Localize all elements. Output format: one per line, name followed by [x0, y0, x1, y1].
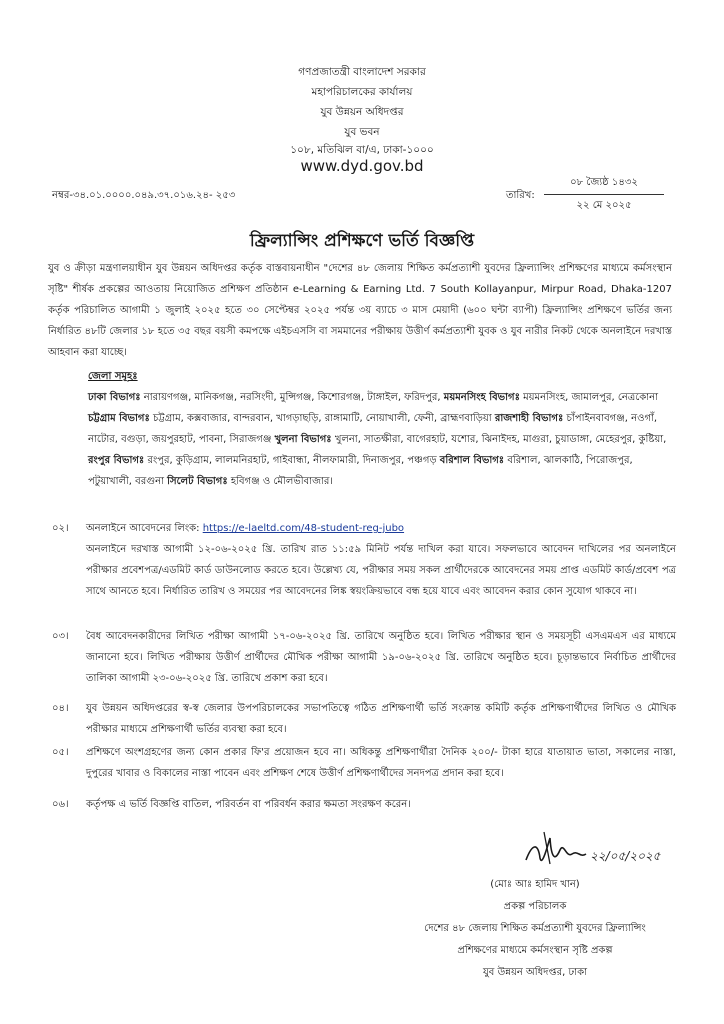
date-label: তারিখ:	[506, 190, 535, 201]
item-number: ০৩।	[52, 631, 69, 642]
link-label: অনলাইনে আবেদনের লিংক:	[86, 523, 200, 534]
date-box	[544, 172, 664, 217]
item-text: কর্তৃপক্ষ এ ভর্তি বিজ্ঞপ্তি বাতিল, পরিবর্তন বা পরিবর্ধন করার ক্ষমতা সংরক্ষণ করেন।	[86, 799, 411, 810]
division-name: বরিশাল বিভাগঃ	[439, 455, 505, 466]
notice-title: ফ্রিল্যান্সিং প্রশিক্ষণে ভর্তি বিজ্ঞপ্তি	[249, 231, 475, 251]
header-website: www.dyd.gov.bd	[300, 157, 424, 175]
signature	[520, 824, 680, 874]
division-name: চট্টগ্রাম বিভাগঃ	[88, 413, 150, 424]
division-name: সিলেট বিভাগঃ	[167, 476, 228, 487]
division-districts: খুলনা, সাতক্ষীরা, বাগেরহাট, যশোর, ঝিনাইদহ, মাগুরা, চুয়াডাঙ্গা, মেহেরপুর, কুষ্টিয়া,	[334, 434, 667, 445]
list-item	[52, 626, 676, 689]
division-districts: চট্টগ্রাম, কক্সবাজার, বান্দরবান, খাগড়াছড়ি, রাঙ্গামাটি, নোয়াখালী, ফেনী, ব্রাহ্মণবাড়িয়া	[152, 413, 492, 424]
header-line-address: ১০৮, মতিঝিল বা/এ, ঢাকা-১০০০	[290, 144, 434, 156]
header-line-government: গণপ্রজাতন্ত্রী বাংলাদেশ সরকার	[298, 66, 426, 78]
intro-paragraph: যুব ও ক্রীড়া মন্ত্রণালয়াধীন যুব উন্নয়ন অধিদপ্তর কর্তৃক বাস্তবায়নাধীন "দেশের ৪৮ জেলায় শিক্ষিত কর্মপ্রত্যাশী যুবদের ফ্রিল্যান্সিং প্রশিক্ষণের মাধ্যমে কর্মসংস্থান সৃষ্টি" শীর্ষক প্রকল্পের আওতায় নিয়োজিত প্রশিক্ষণ প্রতিষ্ঠান e-Learning & Earning Ltd. 7 South Kollayanpur, Mirpur Road, Dhaka-1207 কর্তৃক পরিচালিত আগামী ১ জুলাই ২০২৫ হতে ৩০ সেপ্টেম্বর ২০২৫ পর্যন্ত ৩য় ব্যাচে ৩ মাস মেয়াদী (৬০০ ঘন্টা ব্যাপী) ফ্রিল্যান্সিং প্রশিক্ষণে ভর্তির জন্য নির্ধারিত ৪৮টি জেলার ১৮ হতে ৩৫ বছর বয়সী কমপক্ষে এইচএসসি বা সমমানের পরীক্ষায় উত্তীর্ণ কর্মপ্রত্যাশী যুবক ও যুব নারীর নিকট থেকে অনলাইনে দরখাস্ত আহবান করা যাচ্ছে।	[48, 263, 672, 358]
list-item	[52, 794, 676, 815]
item-text: বৈধ আবেদনকারীদের লিখিত পরীক্ষা আগামী ১৭-০৬-২০২৫ খ্রি. তারিখে অনুষ্ঠিত হবে। লিখিত পরীক্ষার স্থান ও সময়সূচী এসএমএস এর মাধ্যমে জানানো হবে। লিখিত পরীক্ষায় উত্তীর্ণ প্রার্থীদের মৌখিক পরীক্ষা আগামী ১৯-০৬-২০২৫ খ্রি. তারিখে অনুষ্ঠিত হবে। চূড়ান্তভাবে নির্বাচিত প্রার্থীদের তালিকা আগামী ২৩-০৬-২০২৫ খ্রি. তারিখে প্রকাশ করা হবে।	[86, 631, 676, 684]
list-item	[52, 698, 676, 740]
signatory-name: (মোঃ আঃ হামিদ খান)	[490, 879, 580, 890]
district-body	[88, 387, 674, 492]
division-name: রাজশাহী বিভাগঃ	[494, 413, 564, 424]
division-districts: নারায়ণগঞ্জ, মানিকগঞ্জ, নরসিংদী, মুন্সিগঞ্জ, কিশোরগঞ্জ, টাঙ্গাইল, ফরিদপুর,	[143, 392, 441, 403]
division-districts: হবিগঞ্জ ও মৌলভীবাজার।	[230, 476, 333, 487]
date-english: ২২ মে ২০২৫	[576, 200, 632, 211]
division-name: ময়মনসিংহ বিভাগঃ	[443, 392, 520, 403]
district-heading: জেলা সমূহঃ	[88, 371, 138, 382]
item-number: ০২।	[52, 523, 69, 534]
header-line-building: যুব ভবন	[344, 126, 380, 138]
district-list	[88, 366, 674, 492]
division-districts: ময়মনসিংহ, জামালপুর, নেত্রকোনা	[523, 392, 658, 403]
item-text: প্রশিক্ষণে অংশগ্রহণের জন্য কোন প্রকার ফি'র প্রয়োজন হবে না। অধিকন্তু প্রশিক্ষণার্থীরা দৈনিক ২০০/- টাকা হারে যাতায়াত ভাতা, সকালের নাস্তা, দুপুরের খাবার ও বিকালের নাস্তা পাবেন এবং প্রশিক্ষণ শেষে উত্তীর্ণ প্রশিক্ষণার্থীদের সনদপত্র প্রদান করা হবে।	[86, 747, 676, 779]
signatory-project-line1: দেশের ৪৮ জেলায় শিক্ষিত কর্মপ্রত্যাশী যুবদের ফ্রিল্যান্সিং	[424, 923, 646, 934]
item-text	[86, 518, 676, 602]
division-districts: বরিশাল, ঝালকাঠি, পিরোজপুর, পটুয়াখালী, বরগুনা	[88, 455, 633, 487]
signature-date: ২২/০৫/২০২৫	[590, 849, 661, 863]
signatory-project-line2: প্রশিক্ষণের মাধ্যমে কর্মসংস্থান সৃষ্টি প্রকল্প	[457, 945, 613, 956]
division-districts: চাঁপাইনবাবগঞ্জ, নওগাঁ, নাটোর, বগুড়া, জয়পুরহাট, পাবনা, সিরাজগঞ্জ	[88, 413, 658, 445]
item-text: যুব উন্নয়ন অধিদপ্তরের স্ব-স্ব জেলার উপপরিচালকের সভাপতিত্বে গঠিত প্রশিক্ষণার্থী ভর্তি সংক্রান্ত কমিটি কর্তৃক প্রশিক্ষণার্থীদের লিখিত ও মৌখিক পরীক্ষার মাধ্যমে প্রশিক্ষণার্থী ভর্তির ব্যবস্থা করা হবে।	[86, 703, 676, 735]
item-number: ০৪।	[52, 703, 69, 714]
header-line-office: মহাপরিচালকের কার্যালয়	[311, 86, 413, 98]
header-line-department: যুব উন্নয়ন অধিদপ্তর	[320, 106, 404, 118]
division-name: খুলনা বিভাগঃ	[274, 434, 332, 445]
date-bangla: ০৮ জ্যৈষ্ঠ ১৪৩২	[544, 172, 664, 195]
division-name: ঢাকা বিভাগঃ	[88, 392, 141, 403]
item-number: ০৫।	[52, 747, 69, 758]
item-body: অনলাইনে দরখাস্ত আগামী ১২-০৬-২০২৫ খ্রি. তারিখ রাত ১১:৫৯ মিনিট পর্যন্ত দাখিল করা যাবে। সফলভাবে আবেদন দাখিলের পর অনলাইনে পরীক্ষার প্রবেশপত্র/এডমিট কার্ড ডাউনলোড করতে হবে। উল্লেখ্য যে, পরীক্ষার সময় সকল প্রার্থীদেরকে আবেদনের সময় প্রাপ্ত এডমিট কার্ড/প্রবেশ পত্র সাথে আনতে হবে। নির্ধারিত তারিখ ও সময়ের পর আবেদনের লিঙ্ক স্বয়ংক্রিয়ভাবে বন্ধ হয়ে যাবে এবং আবেদন করার কোন সুযোগ থাকবে না।	[86, 544, 676, 597]
signatory-block	[360, 874, 710, 984]
division-name: রংপুর বিভাগঃ	[88, 455, 145, 466]
application-link[interactable]: https://e-laeltd.com/48-student-reg-jubo	[202, 523, 405, 534]
list-item	[52, 742, 676, 784]
memo-number: নম্বর-৩৪.০১.০০০০.০৪৯.৩৭.০১৬.২৪- ২৫৩	[52, 190, 236, 201]
signatory-office: যুব উন্নয়ন অধিদপ্তর, ঢাকা	[483, 967, 587, 978]
list-item	[52, 518, 676, 602]
division-districts: রংপুর, কুড়িগ্রাম, লালমনিরহাট, গাইবান্ধা, নীলফামারী, দিনাজপুর, পঞ্চগড়	[147, 455, 437, 466]
signatory-designation: প্রকল্প পরিচালক	[503, 901, 567, 912]
item-number: ০৬।	[52, 799, 69, 810]
